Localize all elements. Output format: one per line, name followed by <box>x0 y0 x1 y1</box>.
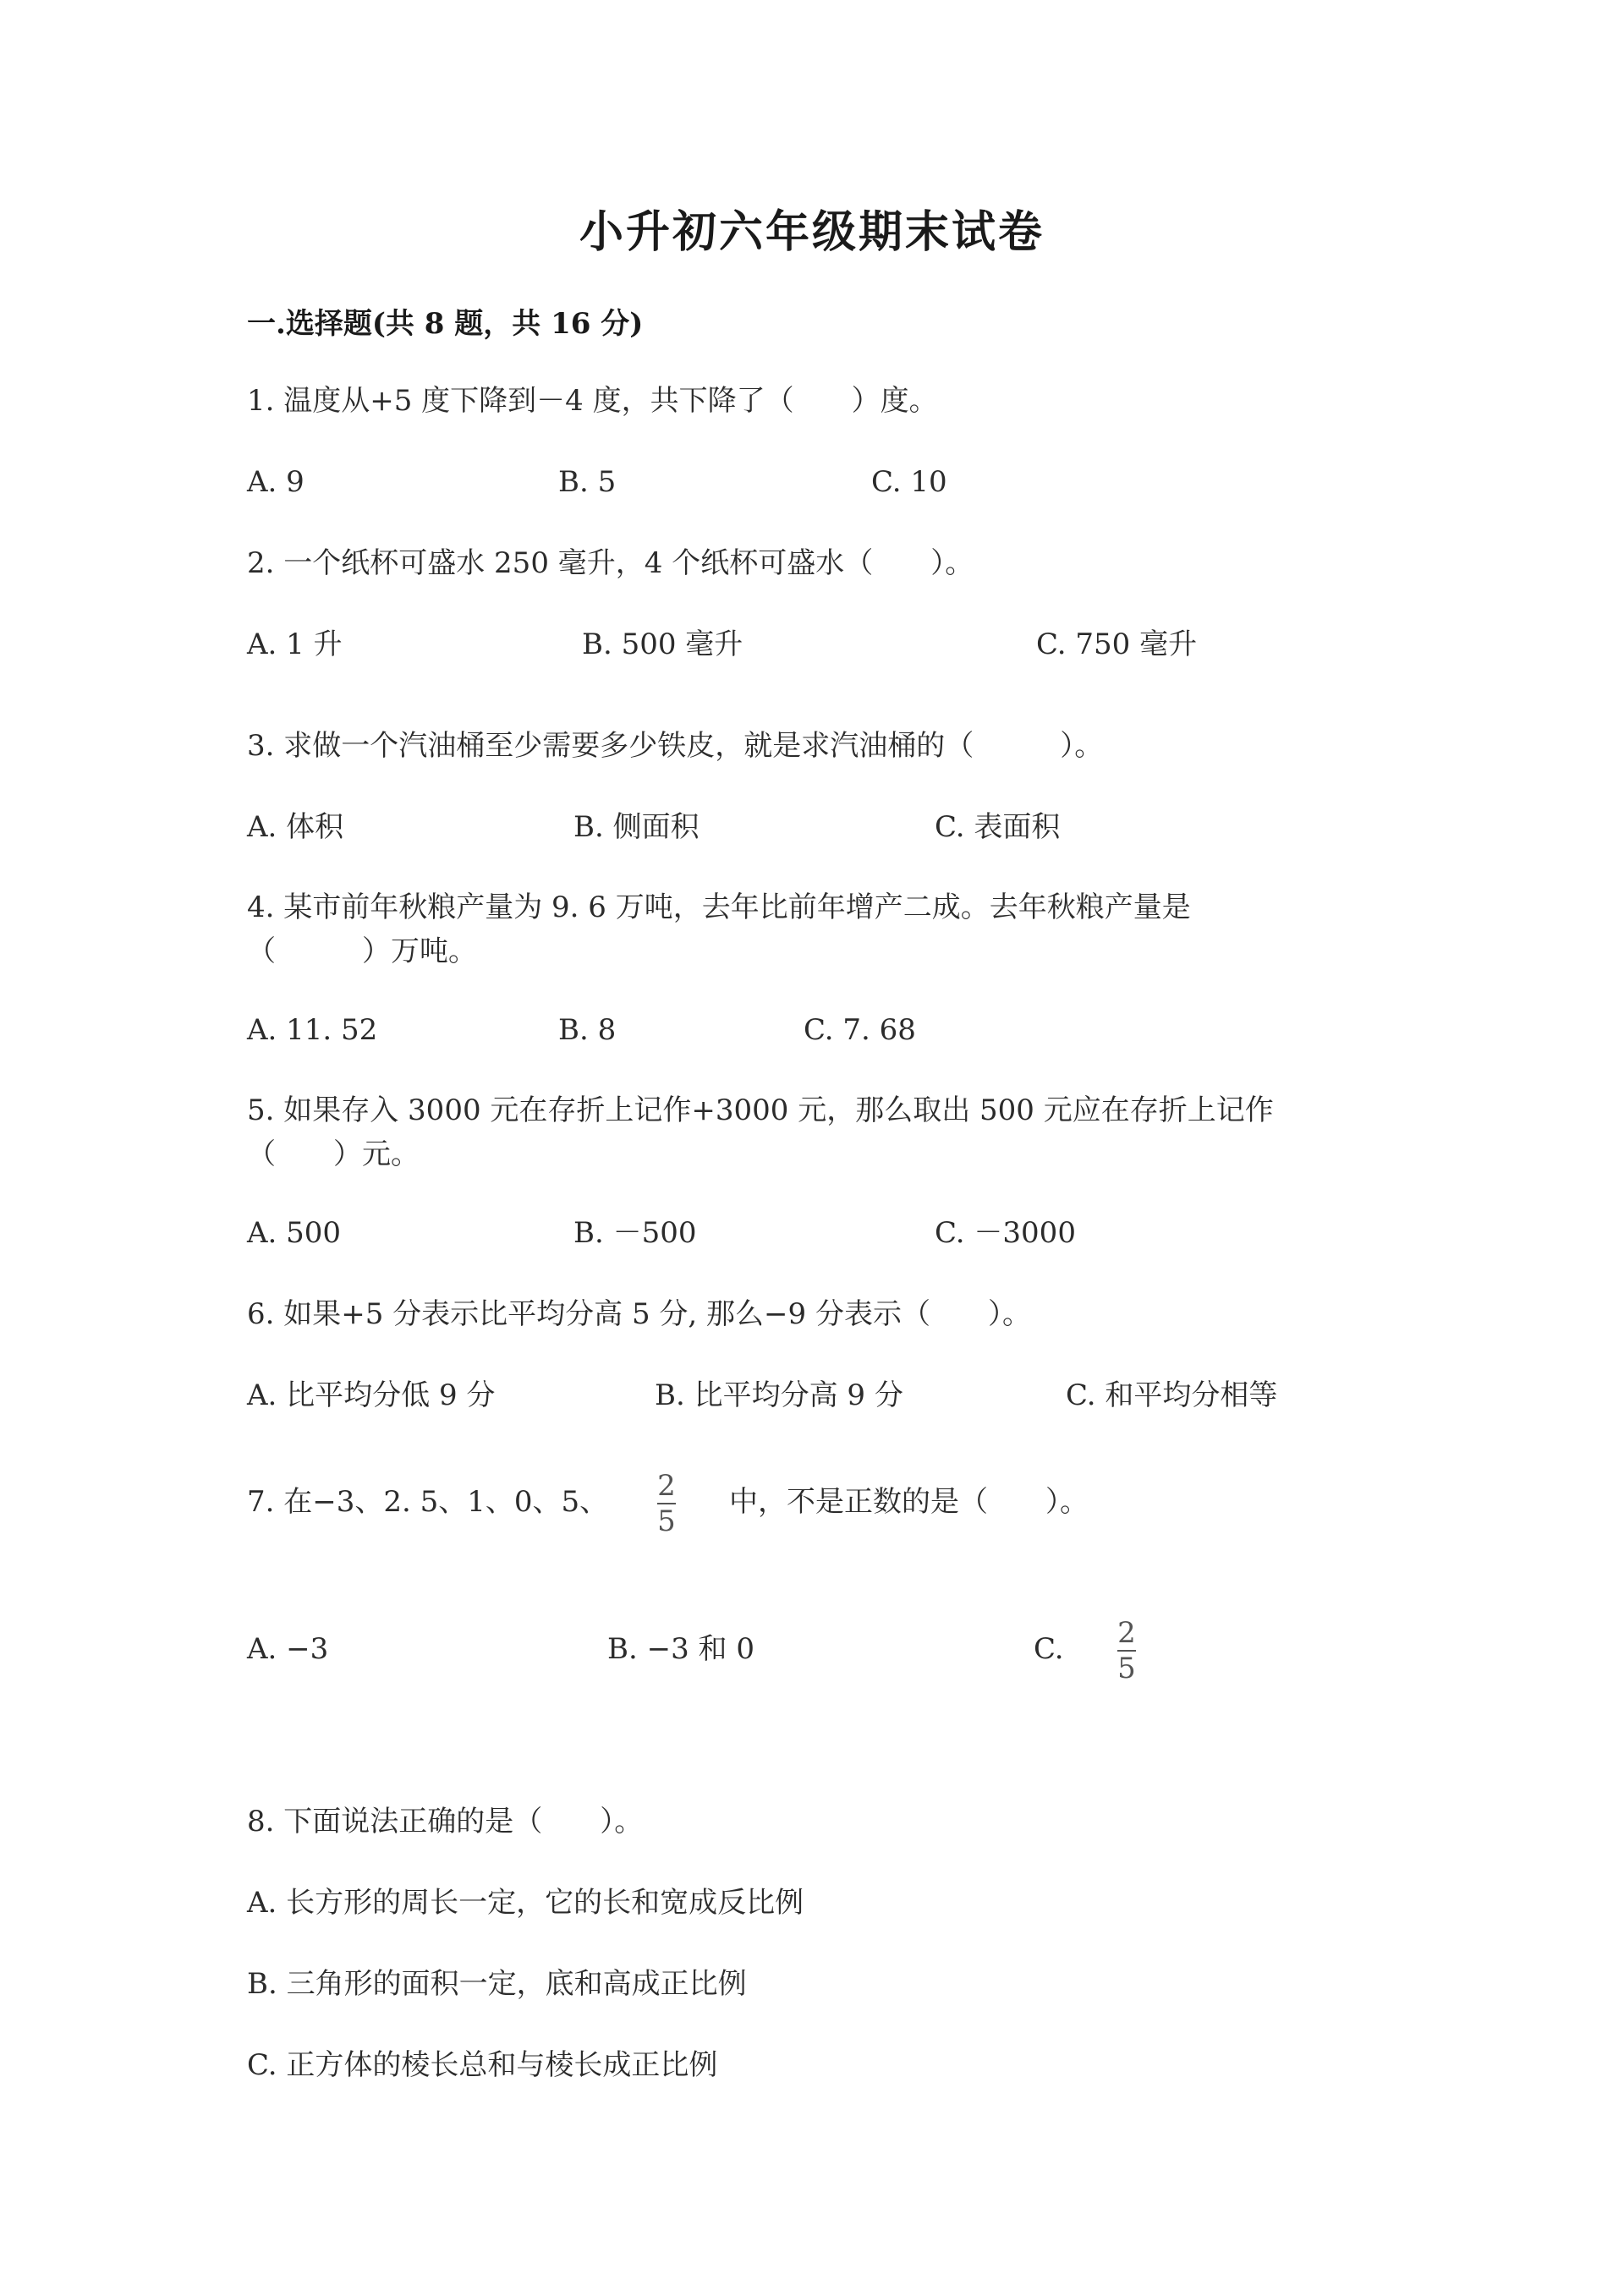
question-1: 1. 温度从+5 度下降到－4 度，共下降了（ ）度。 <box>247 384 938 418</box>
q7-option-c-fraction <box>1117 1616 1136 1685</box>
fraction-denominator: 5 <box>1117 1652 1136 1685</box>
q5-option-c: C. －3000 <box>935 1216 1076 1250</box>
q5-option-b: B. －500 <box>573 1216 697 1250</box>
question-5-continued: （ ）元。 <box>247 1137 420 1171</box>
q6-option-c: C. 和平均分相等 <box>1066 1378 1278 1412</box>
q8-option-b: B. 三角形的面积一定，底和高成正比例 <box>247 1967 747 2001</box>
q3-option-c: C. 表面积 <box>935 810 1061 844</box>
question-5: 5. 如果存入 3000 元在存折上记作+3000 元，那么取出 500 元应在存折上记作 <box>247 1093 1274 1127</box>
question-7-text-before: 7. 在−3、2. 5、1、0、5、 <box>247 1485 609 1519</box>
q5-option-a: A. 500 <box>247 1216 342 1250</box>
question-6: 6. 如果+5 分表示比平均分高 5 分, 那么−9 分表示（ ）。 <box>247 1297 1031 1331</box>
question-4-continued: （ ）万吨。 <box>247 934 477 968</box>
q1-option-c: C. 10 <box>871 465 947 499</box>
q6-option-b: B. 比平均分高 9 分 <box>655 1378 903 1412</box>
fraction-numerator: 2 <box>657 1469 676 1503</box>
question-2: 2. 一个纸杯可盛水 250 毫升，4 个纸杯可盛水（ ）。 <box>247 546 974 580</box>
q4-option-c: C. 7. 68 <box>804 1013 916 1047</box>
q4-option-b: B. 8 <box>558 1013 617 1047</box>
q6-option-a: A. 比平均分低 9 分 <box>247 1378 496 1412</box>
q8-option-c: C. 正方体的棱长总和与棱长成正比例 <box>247 2048 718 2082</box>
fraction-numerator: 2 <box>1117 1616 1136 1650</box>
q8-option-a: A. 长方形的周长一定，它的长和宽成反比例 <box>247 1886 804 1920</box>
q7-option-a: A. −3 <box>247 1632 329 1666</box>
q2-option-a: A. 1 升 <box>247 627 343 661</box>
q2-option-c: C. 750 毫升 <box>1036 627 1198 661</box>
q1-option-b: B. 5 <box>558 465 617 499</box>
section-heading: 一.选择题(共 8 题，共 16 分) <box>247 307 644 341</box>
question-8: 8. 下面说法正确的是（ ）。 <box>247 1805 644 1838</box>
question-3: 3. 求做一个汽油桶至少需要多少铁皮，就是求汽油桶的（ ）。 <box>247 729 1104 763</box>
question-7-text-after: 中，不是正数的是（ ）。 <box>729 1485 1089 1519</box>
q7-option-b: B. −3 和 0 <box>607 1632 754 1666</box>
q4-option-a: A. 11. 52 <box>247 1013 378 1047</box>
q7-fraction <box>657 1471 676 1536</box>
q3-option-b: B. 侧面积 <box>573 810 700 844</box>
page-title: 小升初六年级期末试卷 <box>579 206 1045 258</box>
q3-option-a: A. 体积 <box>247 810 344 844</box>
question-4: 4. 某市前年秋粮产量为 9. 6 万吨，去年比前年增产二成。去年秋粮产量是 <box>247 890 1191 924</box>
fraction-denominator: 5 <box>657 1504 676 1538</box>
q1-option-a: A. 9 <box>247 465 304 499</box>
q2-option-b: B. 500 毫升 <box>582 627 743 661</box>
q7-option-c: C. <box>1034 1632 1064 1666</box>
